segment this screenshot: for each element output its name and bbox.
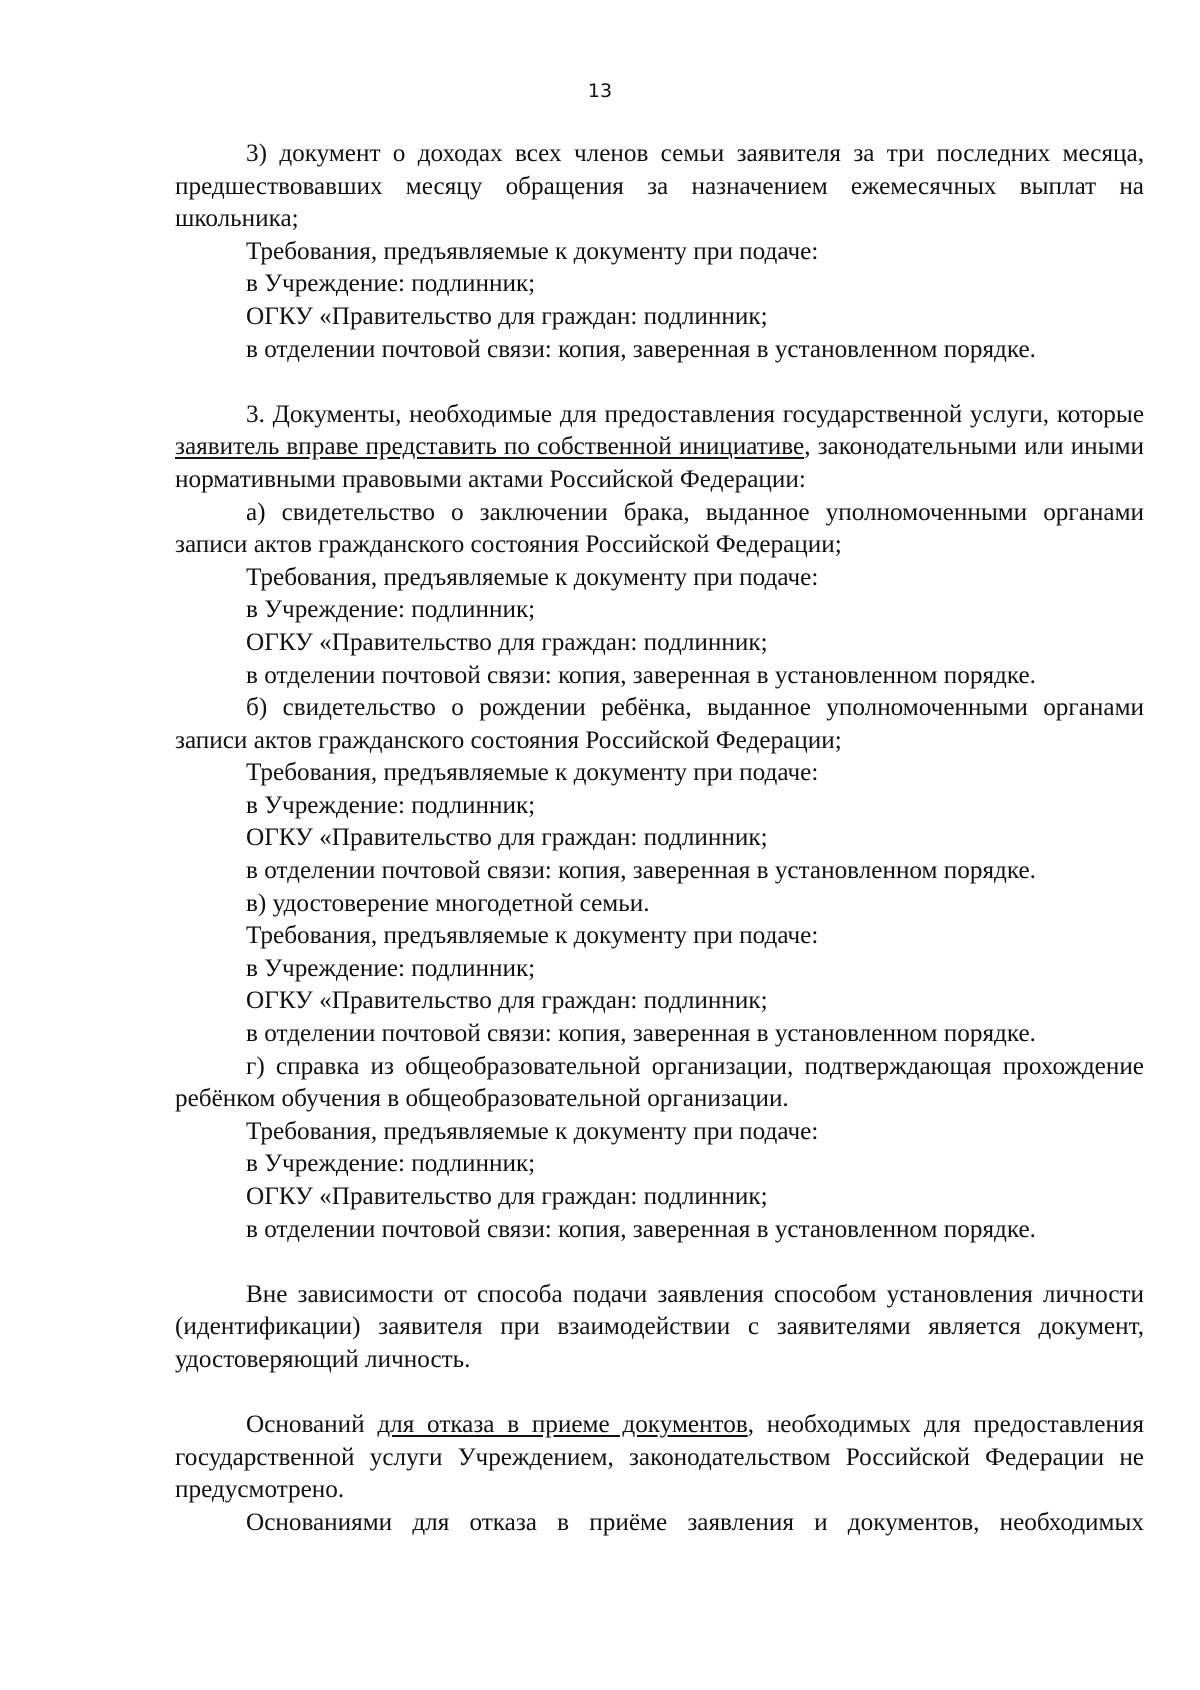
spacer (175, 1377, 1144, 1410)
requirements-heading: Требования, предъявляемые к документу при подаче: (246, 759, 819, 787)
requirement-institution: в Учреждение: подлинник; (246, 1150, 536, 1178)
requirement-institution: в Учреждение: подлинник; (246, 270, 536, 298)
item-v-large-family-certificate: в) удостоверение многодетной семьи. (246, 889, 650, 917)
requirement-institution: в Учреждение: подлинник; (246, 954, 536, 982)
item-b-birth-certificate: б) свидетельство о рождении ребёнка, выданное уполномоченными органами записи актов гражданского состояния Российской Федерации; (175, 694, 1144, 754)
requirement-ogku: ОГКУ «Правительство для граждан: подлинник; (246, 824, 768, 852)
refusal-text-end: , необходимых для предоставления государственной услуги Учреждением, законодательством Российской Федерации не предусмотрено. (175, 1411, 1145, 1504)
requirements-heading: Требования, предъявляемые к документу при подаче: (246, 922, 819, 950)
refusal-underlined: для отказа в приеме документов (377, 1411, 748, 1439)
requirement-ogku: ОГКУ «Правительство для граждан: подлинник; (246, 1183, 768, 1210)
item-g-school-certificate: г) справка из общеобразовательной организации, подтверждающая прохождение ребёнком обучения в общеобразовательной организации. (175, 1052, 1144, 1113)
requirement-ogku: ОГКУ «Правительство для граждан: подлинник; (246, 987, 768, 1015)
requirement-ogku: ОГКУ «Правительство для граждан: подлинник; (246, 302, 768, 330)
refusal-text-start: Оснований (246, 1411, 378, 1439)
spacer (175, 366, 1144, 399)
section-3-text-start: 3. Документы, необходимые для предоставления государственной услуги, которые (246, 400, 1144, 428)
requirements-heading: Требования, предъявляемые к документу при подаче: (246, 563, 819, 591)
document-body (175, 138, 1144, 1540)
requirement-ogku: ОГКУ «Правительство для граждан: подлинник; (246, 628, 768, 656)
requirement-post-office: в отделении почтовой связи: копия, заверенная в установленном порядке. (246, 1020, 1036, 1048)
requirement-post-office: в отделении почтовой связи: копия, заверенная в установленном порядке. (246, 661, 1036, 689)
section-3-text-end: , законодательными или иными нормативными правовыми актами Российской Федерации: (175, 433, 1144, 493)
section-3-paragraph (175, 399, 1144, 497)
section-3-underlined: заявитель вправе представить по собственной инициативе (175, 433, 805, 461)
requirement-post-office: в отделении почтовой связи: копия, заверенная в установленном порядке. (246, 1215, 1036, 1243)
requirement-institution: в Учреждение: подлинник; (246, 596, 536, 624)
item-a-marriage-certificate: а) свидетельство о заключении брака, выданное уполномоченными органами записи актов гражданского состояния Российской Федерации; (175, 498, 1144, 559)
spacer (175, 1246, 1144, 1279)
refusal-grounds-continued: Основаниями для отказа в приёме заявления и документов, необходимых (246, 1508, 1144, 1536)
item-3-income-document: 3) документ о доходах всех членов семьи заявителя за три последних месяца, предшествовавших месяцу обращения за назначением ежемесячных выплат на школьника; (175, 140, 1144, 233)
page-number: 13 (587, 80, 613, 102)
requirement-institution: в Учреждение: подлинник; (246, 791, 536, 819)
identity-paragraph: Вне зависимости от способа подачи заявления способом установления личности (идентификации) заявителя при взаимодействии с заявителями является документ, удостоверяющий личность. (175, 1280, 1144, 1373)
refusal-grounds-paragraph (175, 1409, 1144, 1507)
requirement-post-office: в отделении почтовой связи: копия, заверенная в установленном порядке. (246, 857, 1036, 885)
requirements-heading: Требования, предъявляемые к документу при подаче: (246, 237, 819, 265)
requirements-heading: Требования, предъявляемые к документу при подаче: (246, 1117, 819, 1145)
requirement-post-office: в отделении почтовой связи: копия, заверенная в установленном порядке. (246, 335, 1036, 363)
